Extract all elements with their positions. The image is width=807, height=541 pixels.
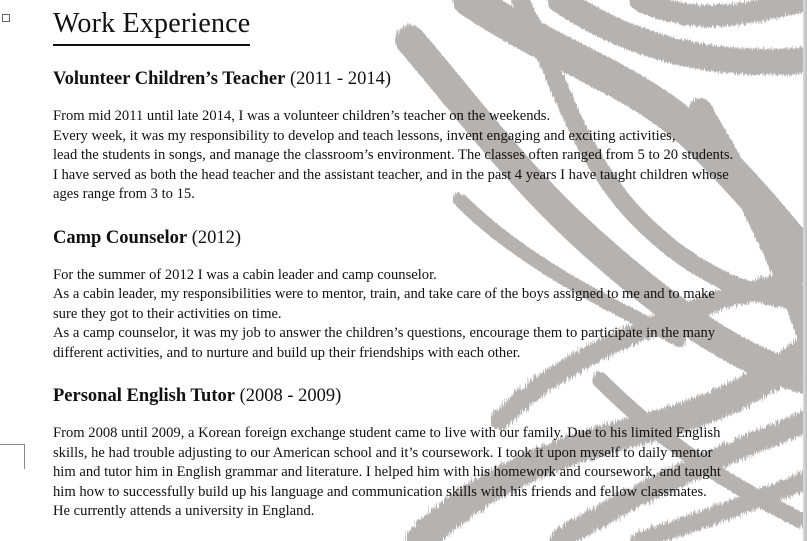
job-description [53, 107, 793, 205]
description-line: I have served as both the head teacher and the assistant teacher, and in the past 4 years I have taught children whose [53, 166, 729, 183]
job-dates: (2008 - 2009) [239, 386, 342, 406]
description-line: ages range from 3 to 15. [53, 186, 195, 202]
job-dates: (2011 - 2014) [289, 69, 391, 89]
description-line: He currently attends a university in England. [53, 503, 315, 519]
description-line: different activities, and to nurture and build up their friendships with each other. [53, 344, 521, 361]
document-body [53, 6, 793, 522]
description-line: sure they got to their activities on time. [53, 305, 282, 322]
job-entry-camp-counselor [53, 227, 793, 364]
job-name: Personal English Tutor [53, 386, 235, 406]
job-description [53, 266, 793, 364]
job-title [53, 68, 793, 90]
page-title: Work Experience [53, 6, 250, 46]
corner-marker-box [2, 14, 10, 22]
description-line: him how to successfully build up his language and communication skills with his friends and fellow classmates. [53, 483, 707, 500]
job-dates: (2012) [191, 227, 242, 248]
description-line: skills, he had trouble adjusting to our American school and it’s coursework. I took it upon myself to daily mentor [53, 444, 713, 461]
margin-bracket-mark [0, 444, 25, 469]
job-name: Volunteer Children’s Teacher [53, 69, 286, 89]
job-entry-english-tutor [53, 385, 793, 522]
description-line: From mid 2011 until late 2014, I was a volunteer children’s teacher on the weekends. [53, 108, 551, 124]
description-line: Every week, it was my responsibility to develop and teach lessons, invent engaging and exciting activities, [53, 127, 676, 144]
job-name: Camp Counselor [53, 227, 188, 248]
description-line: As a cabin leader, my responsibilities were to mentor, train, and take care of the boys assigned to me and to make [53, 286, 715, 302]
job-title [53, 385, 793, 407]
description-line: From 2008 until 2009, a Korean foreign exchange student came to live with our family. Due to his limited English [53, 425, 721, 441]
job-entry-volunteer-teacher [53, 68, 793, 205]
description-line: For the summer of 2012 I was a cabin leader and camp counselor. [53, 266, 437, 283]
description-line: As a camp counselor, it was my job to answer the children’s questions, encourage them to participate in the many [53, 325, 716, 341]
job-title [53, 227, 793, 249]
page-right-edge [803, 0, 807, 541]
description-line: lead the students in songs, and manage the classroom’s environment. The classes often ranged from 5 to 20 students. [53, 147, 734, 163]
job-description [53, 424, 793, 522]
description-line: him and tutor him in English grammar and literature. I helped him with his homework and coursework, and taught [53, 464, 721, 480]
